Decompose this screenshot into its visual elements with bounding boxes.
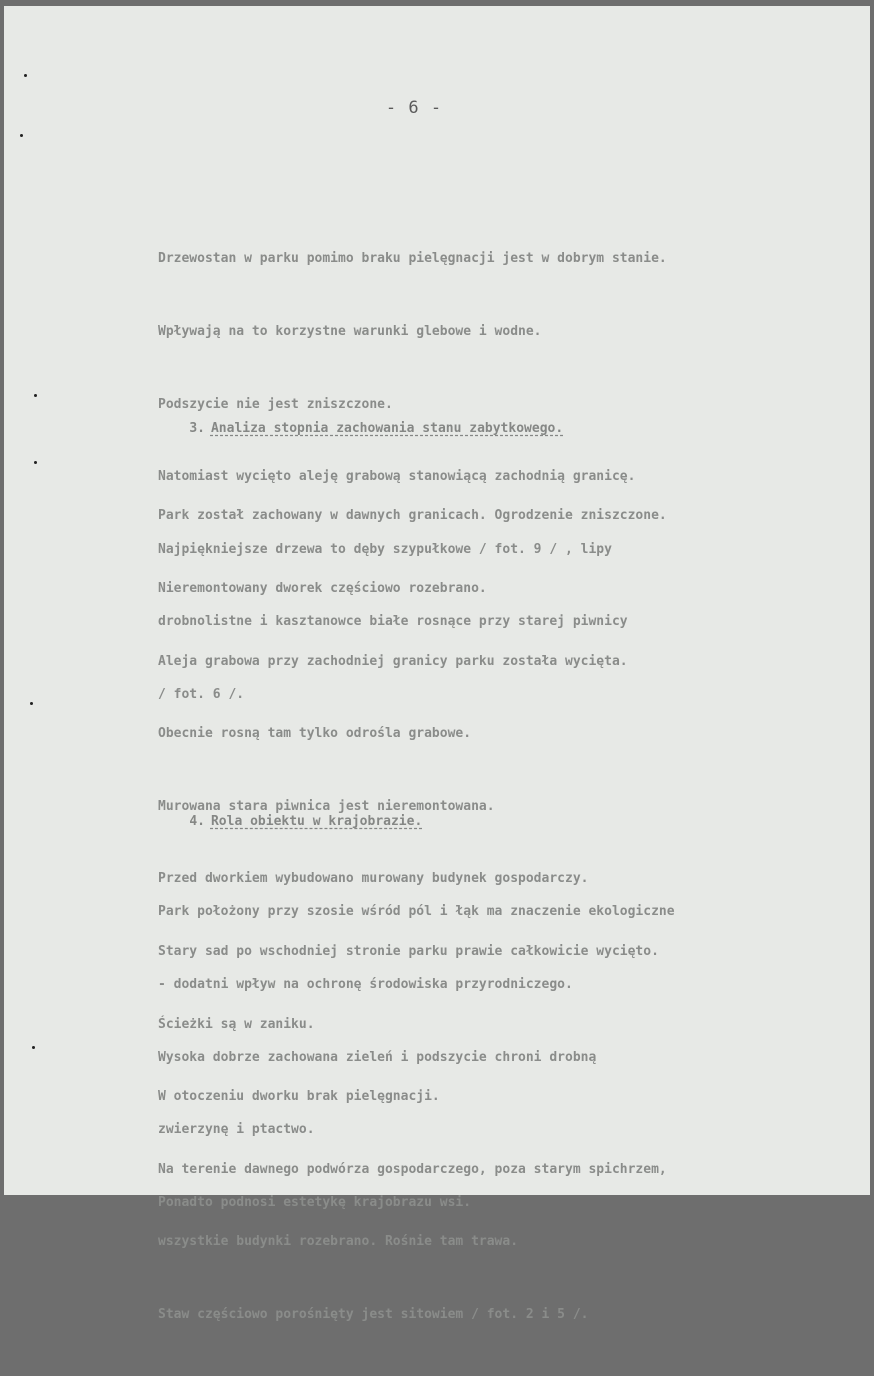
margin-mark <box>34 461 37 464</box>
section-title: Analiza stopnia zachowania stanu zabytkowego. <box>210 421 564 436</box>
paragraph-landscape <box>158 852 870 1263</box>
text-line: W otoczeniu dworku brak pielęgnacji. <box>158 1089 440 1105</box>
text-line: wszystkie budynki rozebrano. Rośnie tam trawa. <box>158 1234 519 1250</box>
margin-mark <box>34 394 37 397</box>
text-line: Na terenie dawnego podwórza gospodarczego, poza starym spichrzem, <box>158 1161 667 1177</box>
text-line: Obecnie rosną tam tylko odrośla grabowe. <box>158 726 472 742</box>
text-line: Ścieżki są w zaniku. <box>158 1016 315 1032</box>
text-line: drobnolistne i kasztanowce białe rosnące przy starej piwnicy <box>158 614 628 630</box>
text-line: - dodatni wpływ na ochronę środowiska przyrodniczego. <box>158 977 573 992</box>
page-number: - 6 - <box>385 98 443 118</box>
section-number: 3. <box>189 421 205 436</box>
text-line: Ponadto podnosi estetykę krajobrazu wsi. <box>158 1194 472 1210</box>
text-line: Podszycie nie jest zniszczone. <box>158 396 393 412</box>
text-line: Park położony przy szosie wśród pól i łąk ma znaczenie ekologiczne <box>158 904 675 920</box>
section-title: Rola obiektu w krajobrazie. <box>210 814 423 829</box>
margin-mark <box>24 74 27 77</box>
text-line: Park został zachowany w dawnych granicach. Ogrodzenie zniszczone. <box>158 508 667 524</box>
section-heading-3 <box>158 406 563 451</box>
margin-mark <box>32 1046 35 1049</box>
text-line: Stary sad po wschodniej stronie parku prawie całkowicie wycięto. <box>158 943 659 959</box>
text-line: Przed dworkiem wybudowano murowany budynek gospodarczy. <box>158 871 589 887</box>
text-line: Najpiękniejsze drzewa to dęby szypułkowe / fot. 9 / , lipy <box>158 541 612 557</box>
section-number: 4. <box>189 814 205 829</box>
text-line: Wysoka dobrze zachowana zieleń i podszycie chroni drobną <box>158 1049 597 1065</box>
document-page <box>4 6 870 1322</box>
text-line: Wpływają na to korzystne warunki glebowe i wodne. <box>158 324 542 339</box>
text-line: Natomiast wycięto aleję grabową stanowiącą zachodnią granicę. <box>158 469 636 485</box>
text-line: Aleja grabowa przy zachodniej granicy parku została wycięta. <box>158 653 628 669</box>
margin-mark <box>30 702 33 705</box>
text-line: Nieremontowany dworek częściowo rozebrano. <box>158 581 487 596</box>
text-line: / fot. 6 /. <box>158 686 245 702</box>
text-line: zwierzynę i ptactwo. <box>158 1122 315 1138</box>
text-line: Staw częściowo porośnięty jest sitowiem / fot. 2 i 5 /. <box>158 1306 589 1322</box>
section-heading-4 <box>158 799 422 844</box>
text-line: Murowana stara piwnica jest nieremontowana. <box>158 798 495 814</box>
margin-mark <box>20 134 23 137</box>
text-line: Drzewostan w parku pomimo braku pielęgnacji jest w dobrym stanie. <box>158 251 667 267</box>
